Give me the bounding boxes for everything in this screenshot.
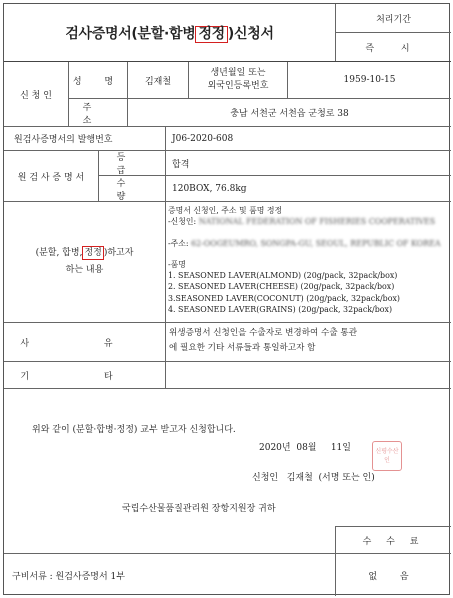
request-label: (분할, 합병, 정정 )하고자 하는 내용 (35, 248, 134, 275)
addressee: 국립수산물품질관리원 장항지원장 귀하 (122, 504, 276, 514)
item-1: 1. SEASONED LAVER(ALMOND) (20g/pack, 32pack/box) (168, 271, 398, 281)
other-value (166, 362, 451, 388)
redacted-address: 62-OOGEUMRO, SONGPA-GU, SEOUL, REPUBLIC OF KOREA (191, 238, 441, 248)
items-heading: -품명 (168, 259, 186, 269)
name-label: 성 명 (72, 76, 124, 87)
issue-number-label: 원검사증명서의 발행번호 (14, 135, 113, 145)
item-3: 3.SEASONED LAVER(COCONUT) (20g/pack, 32pack/box) (168, 293, 400, 303)
address-value: 충남 서천군 서천읍 군청로 38 (230, 109, 349, 119)
request-applicant-line: -신청인: NATIONAL FEDERATION OF FISHERIES COOPERATIVES (168, 216, 449, 227)
declaration-text: 위와 같이 (분할·합병·정정) 교부 받고자 신청합니다. (32, 425, 236, 435)
label-correction-highlight: 정정 (84, 248, 102, 258)
processing-period-value: 즉 시 (365, 43, 422, 54)
form-title: 검사증명서(분할·합병 정정 )신청서 (65, 25, 274, 42)
address-label: 주 소 (82, 102, 114, 126)
grade-value: 합격 (172, 159, 190, 170)
processing-period-label: 처리기간 (376, 14, 411, 25)
request-address-line: -주소: 62-OOGEUMRO, SONGPA-GU, SEOUL, REPUBLIC OF KOREA (168, 238, 449, 249)
item-2: 2. SEASONED LAVER(CHEESE) (20g/pack, 32pack/box) (168, 282, 395, 292)
birth-label: 생년월일 또는 외국인등록번호 (207, 68, 269, 91)
applicant-section-label: 신 청 인 (20, 90, 52, 101)
other-label: 기 타 (20, 371, 149, 382)
item-4: 4. SEASONED LAVER(GRAINS) (20g/pack, 32pack/box) (168, 305, 393, 315)
grade-label: 등 급 (116, 153, 148, 176)
required-documents: 구비서류 : 원검사증명서 1부 (12, 571, 125, 582)
quantity-label: 수 량 (116, 178, 148, 202)
reason-text: 위생증명서 신청인을 수출자로 변경하여 수출 통관 에 필요한 기타 서류들과 통일하고자 함 (169, 328, 357, 353)
company-seal: 신평수산 인 (372, 441, 402, 471)
fee-label: 수 수 료 (362, 536, 425, 547)
application-date: 2020년 08월 11일 (259, 443, 351, 453)
fee-value: 없 음 (368, 571, 419, 582)
signature-line: 신청인 김재철 (서명 또는 인) (252, 473, 375, 483)
quantity-value: 120BOX, 76.8kg (172, 183, 247, 194)
request-content (168, 205, 449, 320)
request-heading: 증명서 신청인, 주소 및 품명 정정 (168, 206, 283, 215)
birth-value: 1959-10-15 (343, 75, 396, 85)
certificate-section-label: 원 검 사 증 명 서 (17, 172, 85, 183)
issue-number-value: J06-2020-608 (172, 133, 234, 144)
name-value: 김재철 (144, 76, 172, 87)
redacted-applicant: NATIONAL FEDERATION OF FISHERIES COOPERATIVES (198, 217, 436, 227)
reason-label: 사 유 (20, 338, 149, 349)
title-correction-highlight: 정정 (195, 26, 227, 43)
application-form (3, 3, 450, 595)
